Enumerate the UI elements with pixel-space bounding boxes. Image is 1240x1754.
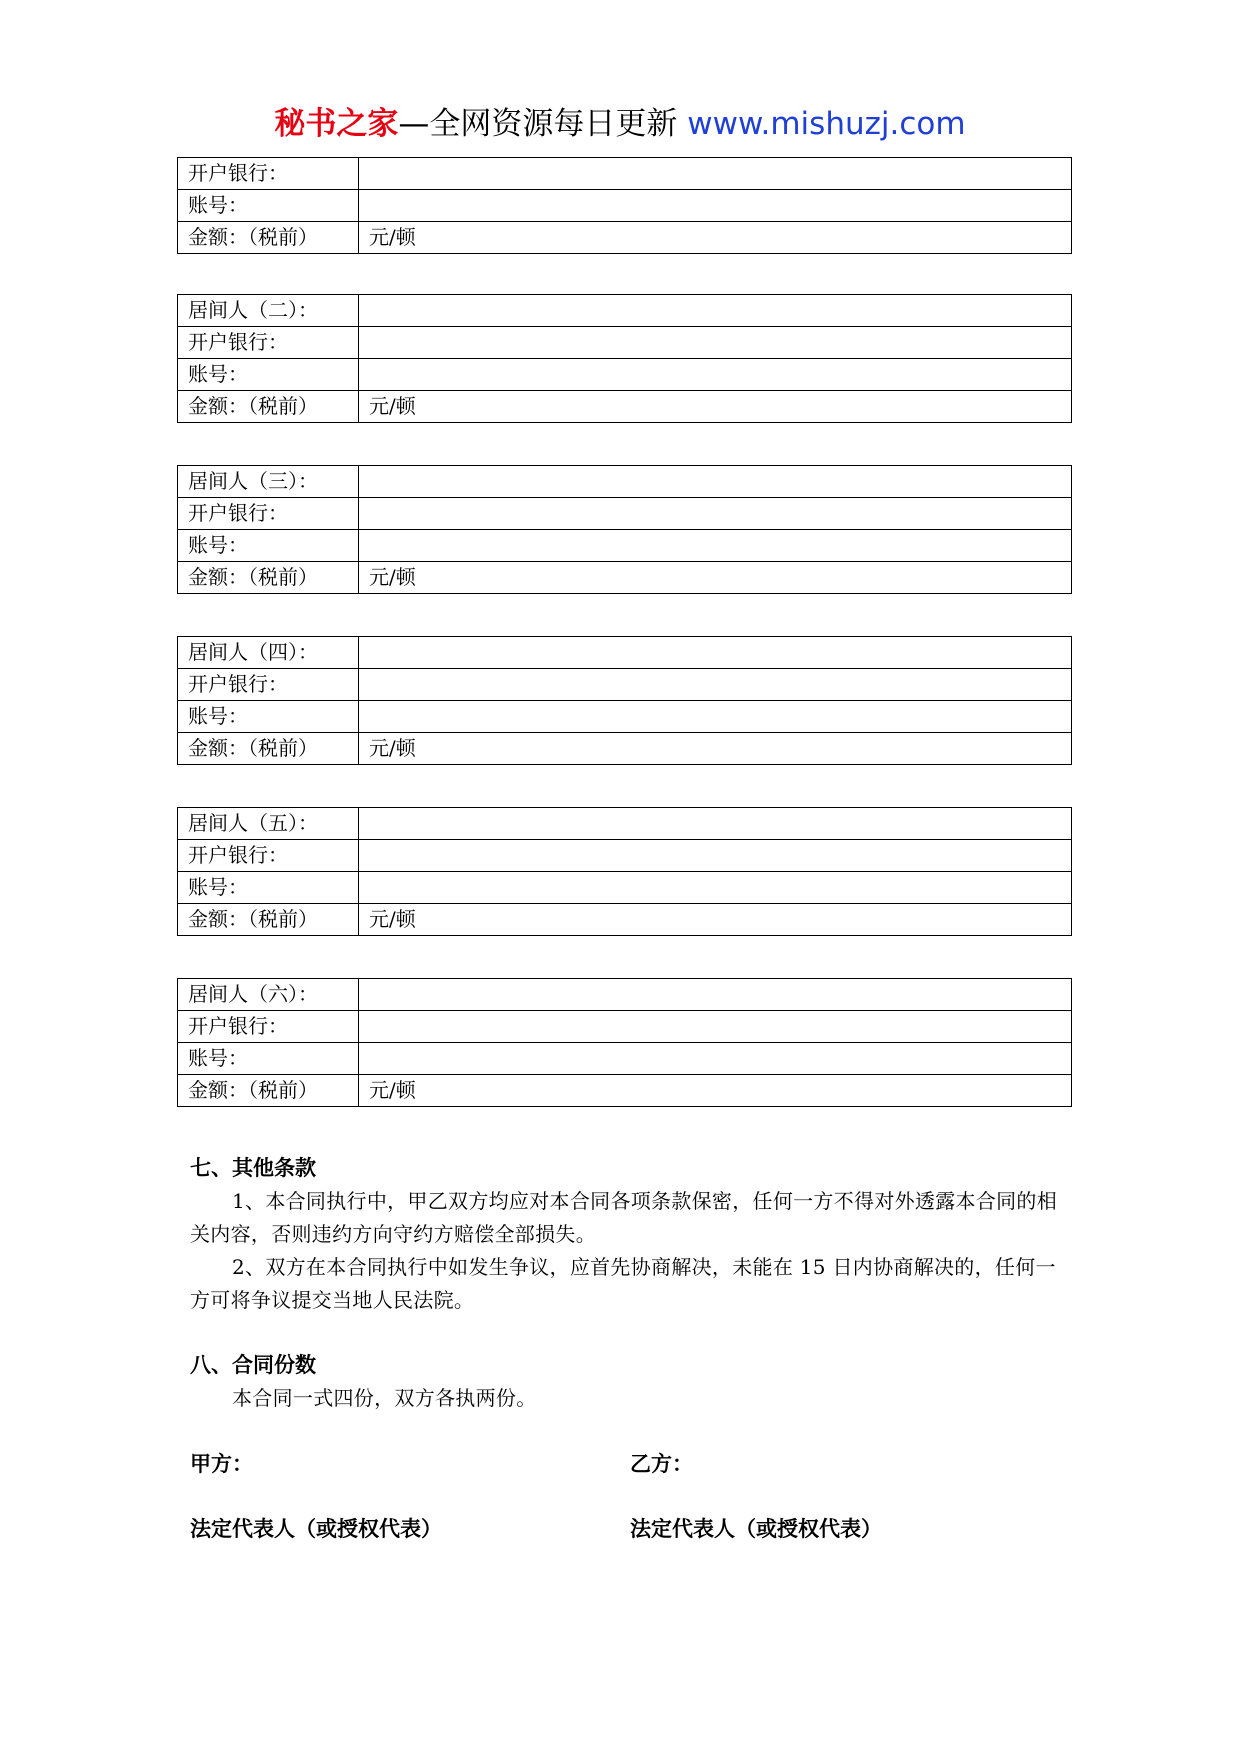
row-value	[359, 840, 1072, 872]
row-value	[359, 190, 1072, 222]
table-row	[178, 562, 1072, 594]
row-label: 账号：	[178, 1043, 359, 1075]
table-row	[178, 498, 1072, 530]
row-value	[359, 466, 1072, 498]
row-value	[359, 1043, 1072, 1075]
section-8-title: 八、合同份数	[190, 1353, 316, 1377]
row-value	[359, 295, 1072, 327]
table-row	[178, 872, 1072, 904]
table-row	[178, 808, 1072, 840]
intermediary-table-2	[177, 294, 1072, 423]
row-value: 元/顿	[359, 1075, 1072, 1107]
row-label: 开户银行：	[178, 669, 359, 701]
party-b-label: 乙方：	[630, 1452, 693, 1476]
row-label: 开户银行：	[178, 498, 359, 530]
row-value	[359, 158, 1072, 190]
row-label: 金额：（税前）	[178, 562, 359, 594]
row-label: 居间人（六）：	[178, 979, 359, 1011]
table-row	[178, 701, 1072, 733]
row-label: 账号：	[178, 190, 359, 222]
row-label: 金额：（税前）	[178, 733, 359, 765]
row-label: 居间人（四）：	[178, 637, 359, 669]
row-value	[359, 979, 1072, 1011]
section-7-clause-1: 1、本合同执行中，甲乙双方均应对本合同各项条款保密，任何一方不得对外透露本合同的相关内容，否则违约方向守约方赔偿全部损失。	[190, 1189, 1058, 1246]
table-row	[178, 669, 1072, 701]
table-row	[178, 190, 1072, 222]
row-label: 金额：（税前）	[178, 904, 359, 936]
section-7-title: 七、其他条款	[190, 1156, 316, 1180]
row-label: 居间人（三）：	[178, 466, 359, 498]
row-value: 元/顿	[359, 562, 1072, 594]
row-value: 元/顿	[359, 222, 1072, 254]
row-label: 开户银行：	[178, 840, 359, 872]
table-row	[178, 979, 1072, 1011]
row-value: 元/顿	[359, 391, 1072, 423]
row-value	[359, 359, 1072, 391]
row-label: 开户银行：	[178, 1011, 359, 1043]
row-value: 元/顿	[359, 904, 1072, 936]
intermediary-table-4	[177, 636, 1072, 765]
row-value	[359, 872, 1072, 904]
intermediary-table-6	[177, 978, 1072, 1107]
row-label: 账号：	[178, 359, 359, 391]
row-label: 居间人（二）：	[178, 295, 359, 327]
table-row	[178, 158, 1072, 190]
table-row	[178, 1011, 1072, 1043]
brand-name: 秘书之家	[274, 106, 399, 142]
table-row	[178, 466, 1072, 498]
intermediary-table-3	[177, 465, 1072, 594]
table-row	[178, 840, 1072, 872]
watermark-header	[0, 102, 1240, 146]
intermediary-table-5	[177, 807, 1072, 936]
row-value	[359, 498, 1072, 530]
table-row	[178, 1043, 1072, 1075]
row-value	[359, 327, 1072, 359]
bank-info-table-1	[177, 157, 1072, 254]
row-label: 账号：	[178, 530, 359, 562]
table-row	[178, 637, 1072, 669]
row-label: 金额：（税前）	[178, 1075, 359, 1107]
row-value	[359, 669, 1072, 701]
table-row	[178, 222, 1072, 254]
row-value	[359, 808, 1072, 840]
row-value	[359, 637, 1072, 669]
row-value	[359, 701, 1072, 733]
party-a-representative-label: 法定代表人（或授权代表）	[190, 1517, 442, 1541]
table-row	[178, 391, 1072, 423]
row-value: 元/顿	[359, 733, 1072, 765]
section-7-clause-2: 2、双方在本合同执行中如发生争议，应首先协商解决，未能在 15 日内协商解决的，任何一方可将争议提交当地人民法院。	[190, 1255, 1056, 1312]
row-label: 账号：	[178, 701, 359, 733]
brand-slogan: —全网资源每日更新	[398, 106, 678, 142]
party-b-representative-label: 法定代表人（或授权代表）	[630, 1517, 882, 1541]
table-row	[178, 295, 1072, 327]
row-label: 居间人（五）：	[178, 808, 359, 840]
section-8-clause: 本合同一式四份，双方各执两份。	[232, 1386, 537, 1410]
row-label: 开户银行：	[178, 158, 359, 190]
row-label: 金额：（税前）	[178, 222, 359, 254]
brand-url: www.mishuzj.com	[687, 106, 966, 142]
table-row	[178, 733, 1072, 765]
table-row	[178, 359, 1072, 391]
table-row	[178, 1075, 1072, 1107]
table-row	[178, 530, 1072, 562]
row-label: 开户银行：	[178, 327, 359, 359]
row-label: 账号：	[178, 872, 359, 904]
table-row	[178, 327, 1072, 359]
row-value	[359, 530, 1072, 562]
table-row	[178, 904, 1072, 936]
party-a-label: 甲方：	[190, 1452, 253, 1476]
row-label: 金额：（税前）	[178, 391, 359, 423]
row-value	[359, 1011, 1072, 1043]
